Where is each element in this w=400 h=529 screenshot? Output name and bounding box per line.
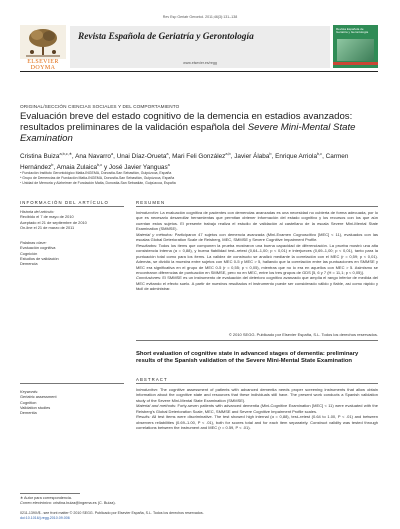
journal-url[interactable]: www.elsevier.es/regg xyxy=(183,61,217,65)
author-separator: , xyxy=(322,153,326,161)
author-affiliation-marker: a,b xyxy=(225,152,231,156)
footnote: ∗ Autor para correspondencia. Correo electrónico: cristina.buiza@ingema.es (C. Buiza). xyxy=(20,496,116,505)
header-rule xyxy=(20,71,378,72)
author-name[interactable]: Mari Feli González xyxy=(172,153,226,161)
journal-citation: Rev Esp Geriatr Gerontol. 2011;46(3):131–138 xyxy=(162,15,238,19)
paragraph-text: Forty-seven patients with advanced dementia (Mini-Cognitive Examination [MEC] < 11) were evaluated with the Reisberg's Global Deterioration Scale, MEC, SMMSE and Severe Cognitive Impairment Profile scales. xyxy=(136,403,378,414)
author-name[interactable]: Amaia Zulaica xyxy=(56,164,98,172)
resumen-body xyxy=(136,210,378,292)
article-history: Historia del artículo: Recibido el 7 de mayo de 2010 Aceptado el 21 de septiembre de 2010 On-line el 21 de marzo de 2011 xyxy=(20,209,87,230)
paragraph-text: Participaron 47 sujetos con demencia avanzada (Mini-Examen Cognoscitivo [MEC] < 11), evaluados con las escalas Global Deterioration Scale de Reisberg, MEC, SMMSE y Severe Cognitive Impairment Profile. xyxy=(136,231,378,243)
cover-image xyxy=(337,39,374,61)
abstract-paragraph xyxy=(136,403,378,414)
elsevier-logo xyxy=(20,25,66,69)
journal-masthead xyxy=(70,26,330,68)
author-affiliation-marker: b,c xyxy=(317,152,323,156)
author-name[interactable]: Javier Álaba xyxy=(234,153,270,161)
affiliation-line: ᶜ Unidad de Memoria y Alzheimer de Fundación Matia, Donostia-San Sebastián, Guipúzcoa, España xyxy=(20,181,176,186)
paragraph-label: Material and methods: xyxy=(136,403,177,409)
abstract-paragraph xyxy=(136,275,378,291)
paragraph-text: La evaluación cognitiva de pacientes con demencias avanzadas es una necesidad no cubierta de forma adecuada, por lo que es necesario desarrollar herramientas que permitan obtener información del estado cognitivo y los recursos con los que aún cuentan estos sujetos. El presente trabajo realiza el estudio de validación al castellano de la escala Severe Mini-Mental State Examination (SMMSE). xyxy=(136,210,378,232)
affiliation-line: ᵇ Grupo de Demencias de Fundación Matia-INGEMA, Donostia-San Sebastián, Guipúzcoa, España xyxy=(20,176,175,181)
abstract-paragraph xyxy=(136,210,378,232)
english-keywords: Keywords: Geriatric assessment Cognition Validation studies Dementia xyxy=(20,389,57,416)
elsevier-wordmark: ELSEVIER DOYMA xyxy=(27,59,59,71)
author-name[interactable]: Ana Navarro xyxy=(75,153,111,161)
copyright-line: © 2010 SEGG. Publicado por Elsevier España, S.L. Todos los derechos reservados. xyxy=(228,332,378,337)
cover-title: Revista Española de Geriatría y Gerontología xyxy=(336,27,369,35)
affiliations xyxy=(20,171,380,187)
article-title: Evaluación breve del estado cognitivo de la demencia en estadios avanzados: resultados preliminares de la validación española del Severe Mini-Mental State Examination xyxy=(20,111,356,145)
footnote-rule xyxy=(20,493,80,494)
journal-cover-thumbnail xyxy=(333,25,378,68)
author-affiliation-marker: a,b,c,∗ xyxy=(59,152,72,156)
author-affiliation-marker: a xyxy=(166,152,169,156)
abstract-rule xyxy=(136,383,378,384)
cover-band xyxy=(333,62,378,65)
paragraph-text: The cognitive assessment of patients with advanced dementia needs proper screening instruments that allow obtain information about the cognitive state and resources that these individuals still have. The present work conducts a Spanish validation study of the Severe Mini-Mental State Examination (SMMSE). xyxy=(136,387,378,403)
author-affiliation-marker: b,c xyxy=(97,163,103,168)
doi-link[interactable]: doi:10.1016/j.regg.2010.09.006 xyxy=(20,516,70,520)
journal-title: Revista Española de Geriatría y Gerontología xyxy=(78,32,254,42)
author-list xyxy=(20,150,380,172)
author-separator: , xyxy=(71,153,76,161)
author-affiliation-marker: a xyxy=(111,152,114,156)
author-affiliation-marker: b xyxy=(51,163,54,168)
author-affiliation-marker: a xyxy=(167,163,170,168)
author-name[interactable]: José Javier Yanguas xyxy=(108,164,168,172)
author-name[interactable]: Carmen Hernández xyxy=(20,153,349,172)
abstract-paragraph xyxy=(136,243,378,276)
abstract-paragraph xyxy=(136,232,378,243)
abstract-body xyxy=(136,387,378,431)
paragraph-label: Resultados: xyxy=(136,242,158,248)
author-separator: , xyxy=(53,164,57,172)
author-email-link[interactable]: cristina.buiza@ingema.es xyxy=(53,501,97,505)
english-title: Short evaluation of cognitive state in advanced stages of dementia: preliminary results of the Spanish validation of the Severe Mini-Mental State Examination xyxy=(136,351,359,364)
paragraph-label: Introduction: xyxy=(136,387,159,392)
resumen-end-rule xyxy=(136,340,378,341)
author-name[interactable]: Cristina Buiza xyxy=(20,153,60,161)
abstract-paragraph xyxy=(136,414,378,430)
author-affiliation-marker: b xyxy=(269,152,272,156)
paragraph-label: Conclusiones: xyxy=(136,275,162,281)
author-separator: , xyxy=(271,153,276,161)
resumen-heading: RESUMEN xyxy=(136,200,166,205)
article-section: ORIGINAL/SECCIÓN CIENCIAS SOCIALES Y DEL COMPORTAMIENTO xyxy=(20,104,180,109)
abstract-paragraph xyxy=(136,387,378,403)
resumen-rule xyxy=(136,206,378,207)
author-separator: , xyxy=(113,153,117,161)
paragraph-label: Introducción: xyxy=(136,210,159,215)
author-name[interactable]: Enrique Arriola xyxy=(275,153,318,161)
article-info-rule xyxy=(20,206,124,207)
palabras-clave: Palabras clave: Evaluación cognitiva Cognición Estudios de validación Demencia xyxy=(20,240,59,267)
paragraph-text: All test items were discriminative. The test showed high internal (α = 0,88), test–retest (0.64 to 1.00, P < .01) and between observers reliabilities (0.69–1.00, P < .01), both for scores total and for each item separately. Construct validity was tested through correlations between the instrument and MEC (r = 0.59, P < .01). xyxy=(136,414,378,431)
article-info-heading: INFORMACIÓN DEL ARTÍCULO xyxy=(20,200,109,205)
paragraph-label: Material y métodos: xyxy=(136,231,173,237)
paragraph-text: Todos los ítems que componen la prueba mostraron una buena capacidad de diferenciación. La prueba mostró una alta consistencia interna (α = 0,88), y buena fiabilidad test–retest (0,64–1,00; p < 0,01) e interjueces (0,69–1,00; p < 0,01), tanto para la puntuación total como para los ítems. La validez de constructo se analizó mediante la correlación con el MEC (r = 0,59; p < 0,01). Además, se dividió la muestra entre sujetos con MEC 0-5 y MEC > 5, hallando que la correlación entre las puntuaciones en SMMSE y MEC era significativa en el grupo de MEC 0-5 (r = 0,55; p < 0,05), mientras que no lo era en aquellos con MEC > 5. Asimismo se encontraron diferencias de puntuación en SMMSE, pero no en MEC, entre los tres grupos de GDS [5, 6 y 7 (H = 11,1; p < 0,05)]. xyxy=(136,242,378,275)
author-separator: y xyxy=(102,164,109,172)
author-separator: , xyxy=(230,153,235,161)
author-separator: , xyxy=(168,153,173,161)
abstract-heading: ABSTRACT xyxy=(136,377,168,382)
keywords-rule xyxy=(20,383,124,384)
bottom-info: 0211-139X/$ - see front matter © 2010 SEGG. Publicado por Elsevier España, S.L. Todos los derechos reservados. doi:10.1016/j.regg.2010.09.006 xyxy=(20,511,204,520)
affiliation-line: ᵃ Fundación Instituto Gerontológico Matia-INGEMA, Donostia-San Sebastián, Guipúzcoa, España xyxy=(20,171,172,175)
elsevier-tree-icon xyxy=(20,25,66,59)
paragraph-label: Results: xyxy=(136,414,151,420)
paragraph-text: El SMMSE es un instrumento de evaluación del deterioro cognitivo avanzado que amplía el rango inferior de medida del MEC evitando el efecto suelo. A partir de nuestros resultados el instrumento puede ser considerado válido y fiable, así como rápido y fácil de administrar. xyxy=(136,275,378,292)
author-name[interactable]: Unai Díaz-Orueta xyxy=(116,153,167,161)
